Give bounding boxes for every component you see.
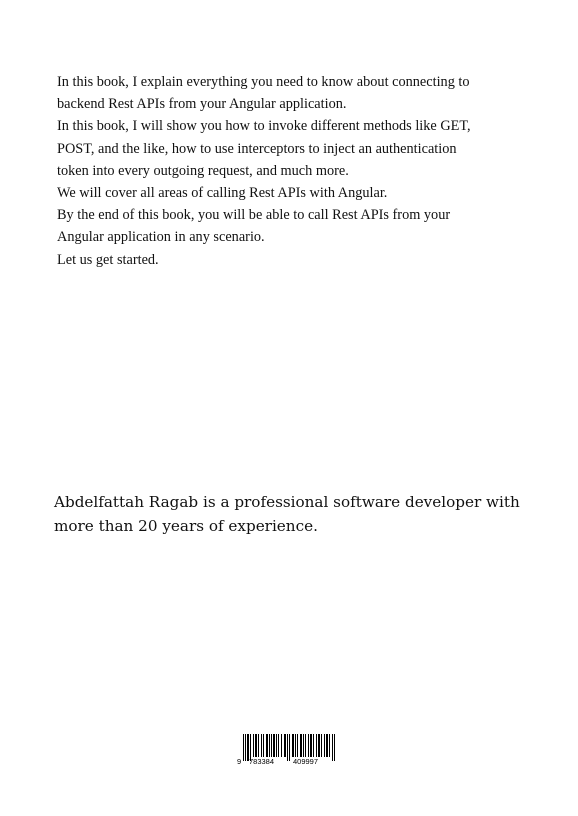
- description-line: In this book, I explain everything you need to know about connecting to: [57, 74, 470, 90]
- barcode-bar: [324, 734, 325, 757]
- barcode-bar: [278, 734, 279, 757]
- barcode-bar: [276, 734, 277, 757]
- barcode-bar: [310, 734, 312, 757]
- barcode-bar: [245, 734, 246, 761]
- barcode-group-right: 409997: [293, 757, 319, 766]
- barcode-bar: [313, 734, 314, 757]
- barcode-bar: [281, 734, 282, 757]
- description-line: By the end of this book, you will be able to call Rest APIs from your: [57, 207, 451, 224]
- barcode-bar: [332, 734, 333, 761]
- description-line: In this book, I will show you how to invoke different methods like GET,: [57, 118, 471, 135]
- barcode-digit-first: 9: [237, 757, 242, 766]
- barcode-bar: [316, 734, 317, 757]
- barcode-bar: [253, 734, 254, 757]
- description-line: Angular application in any scenario.: [57, 229, 265, 246]
- description-line: backend Rest APIs from your Angular application.: [57, 96, 347, 113]
- barcode-bar: [297, 734, 298, 757]
- book-description: [57, 71, 527, 271]
- barcode-bar: [287, 734, 288, 761]
- barcode-bar: [334, 734, 335, 761]
- author-bio-line: Abdelfattah Ragab is a professional software developer with: [54, 493, 520, 511]
- description-line: token into every outgoing request, and much more.: [57, 162, 349, 179]
- barcode-bar: [303, 734, 304, 757]
- barcode-group-left: 783384: [249, 757, 275, 766]
- barcode-bar: [326, 734, 328, 757]
- barcode-bar: [321, 734, 322, 757]
- barcode-bar: [308, 734, 309, 757]
- barcode-bar: [329, 734, 330, 757]
- barcode-bar: [266, 734, 268, 757]
- description-line: We will cover all areas of calling Rest APIs with Angular.: [57, 185, 388, 202]
- barcode-bar: [318, 734, 320, 757]
- barcode-bar: [258, 734, 259, 757]
- barcode-bar: [263, 734, 264, 757]
- barcode-bar: [271, 734, 272, 757]
- author-bio: [54, 490, 534, 538]
- barcode-bar: [295, 734, 296, 757]
- isbn-barcode: [236, 733, 342, 767]
- barcode-bar: [261, 734, 262, 757]
- description-line: POST, and the like, how to use interceptors to inject an authentication: [57, 140, 457, 157]
- barcode-bar: [305, 734, 306, 757]
- barcode-bar: [255, 734, 257, 757]
- barcode-bar: [269, 734, 270, 757]
- description-line: Let us get started.: [57, 251, 159, 268]
- author-bio-line: more than 20 years of experience.: [54, 517, 318, 535]
- barcode-bar: [273, 734, 275, 757]
- barcode-graphic: [236, 733, 342, 767]
- barcode-bar: [243, 734, 244, 761]
- barcode-bar: [289, 734, 290, 761]
- barcode-bar: [284, 734, 286, 757]
- barcode-bar: [300, 734, 302, 757]
- barcode-bar: [292, 734, 294, 757]
